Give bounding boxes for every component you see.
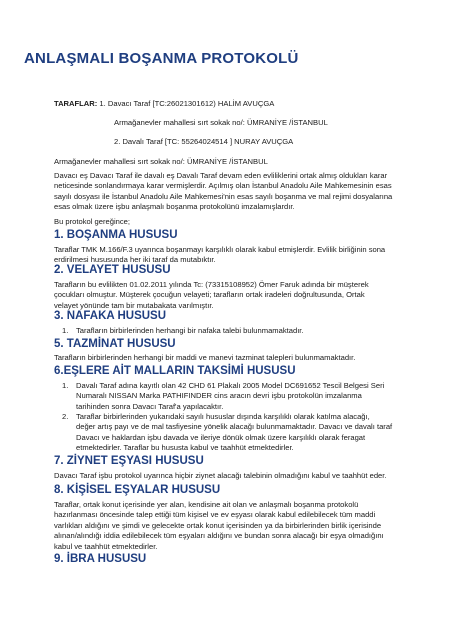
section-heading-jewelry: 7. ZİYNET EŞYASI HUSUSU [54, 455, 204, 467]
parties-label: TARAFLAR: [54, 99, 98, 108]
party-2-text: 2. Davalı Taraf [TC: 55264024514 ] NURAY AVUÇGA [114, 137, 294, 146]
body-line: çocukları olmuştur. Müşterek çocuğun velayeti; tarafların ortak iradeleri doğrultusunda, Ortak [54, 290, 365, 300]
section-heading-alimony: 3. NAFAKA HUSUSU [54, 310, 167, 322]
section-body-compensation: Tarafların birbirlerinden herhangi bir maddi ve manevi tazminat talepleri bulunmamaktadır. [54, 353, 356, 362]
intro-line: neticesinde sonlandırmaya karar vermişlerdir. Açılmış olan İstanbul Anadolu Aile Mahkemesinin esas [54, 181, 392, 191]
body-line: Tarafların bu evlilikten 01.02.2011 yılında Tc: (73315108952) Ömer Faruk adında bir müşterek [54, 280, 369, 289]
section-heading-belongings: 8. KİŞİSEL EŞYALAR HUSUSU [54, 484, 221, 496]
body-line: velayet yönünde tam bir mutabakata varılmıştır. [54, 300, 214, 310]
section-heading-compensation: 5. TAZMİNAT HUSUSU [54, 338, 176, 350]
section-heading-release: 9. İBRA HUSUSU [54, 553, 147, 565]
section-heading-property: 6.EŞLERE AİT MALLARIN TAKSİMİ HUSUSU [54, 365, 296, 377]
body-line: etmektedirler. Taraflar bu hususta kabul ve taahhüt etmektedirler. [76, 443, 294, 453]
list-number: 1. [62, 381, 69, 390]
body-line: Davacı ve haklardan işbu davada ve ileriye dönük olmak üzere karşılıklı olarak feragat [76, 432, 366, 442]
section-heading-custody: 2. VELAYET HUSUSU [54, 264, 171, 276]
body-line: alınan/alındığı iddia edilebilecek tüm eşyaları aldığını ve bundan sonra alacağı bir eşya olmadığını [54, 531, 384, 541]
body-line: tarihinden sonra Davacı Taraf'a yapılacaktır. [76, 401, 224, 411]
body-line: değer artış payı ve de mal tasfiyesine yönelik alacağı bulunmamaktadır. Davacı ve davalı taraf [76, 422, 393, 432]
section-body-belongings [54, 500, 420, 552]
body-line: Numaralı NISSAN Marka PATHIFINDER cins aracın devri işbu protokolün imzalanma [76, 391, 362, 401]
list-number: 1. [62, 326, 69, 335]
property-item-1 [76, 381, 420, 412]
party-1-text: 1. Davacı Taraf [TC:26021301612) HALİM AVUÇGA [97, 99, 275, 108]
body-line: hazırlanması öncesinde talep ettiği tüm kişisel ve ev eşyası olarak kabul edilebilecek tüm maddi [54, 510, 376, 520]
alimony-item-text: Tarafların birbirlerinden herhangi bir nafaka talebi bulunmamaktadır. [76, 326, 304, 335]
intro-line: sayılı dosyası ile İstanbul Anadolu Aile Mahkemesi'nin esas sayılı boşanma ve mal rejimi dosyalarına [54, 191, 393, 201]
body-line: Taraflar birbirlerinden yukarıdaki sayılı hususlar dışında karşılıklı olarak katılma alacağı, [76, 412, 370, 421]
body-line: kabul ve taahhüt etmektedirler. [54, 541, 158, 551]
section-body-custody [54, 280, 420, 311]
property-item-2 [76, 412, 420, 454]
intro-line: esas olmak üzere işbu anlaşmalı boşanma protokolünü imzalamışlardır. [54, 202, 295, 212]
party-1-address: Armağanevler mahallesi sırt sokak no/: ÜMRANİYE /İSTANBUL [114, 118, 328, 127]
intro-paragraph [54, 171, 420, 213]
section-heading-divorce: 1. BOŞANMA HUSUSU [54, 229, 178, 241]
document-title: ANLAŞMALI BOŞANMA PROTOKOLÜ [24, 50, 299, 67]
body-line: Davalı Taraf adına kayıtlı olan 42 CHD 61 Plakalı 2005 Model DC691652 Tescil Belgesi Seri [76, 381, 385, 390]
body-line: varlıkları aldığını ve şimdi ve gelecekte ortak konut içerisinden ya da birbirlerinden birlik içerisinde [54, 520, 382, 530]
section-body-jewelry: Davacı Taraf işbu protokol uyarınca hiçbir ziynet alacağı talebinin olmadığını kabul ve taahhüt eder. [54, 471, 387, 480]
body-line: erdirilmesi hususunda her iki taraf da mutabıktır. [54, 255, 216, 265]
intro-line: Davacı eş Davacı Taraf ile davalı eş Davalı Taraf devam eden evliliklerini ortak almış oldukları karar [54, 171, 388, 180]
body-line: Taraflar TMK M.166/F.3 uyarınca boşanmayı karşılıklı olarak kabul etmişlerdir. Evlilik birliğinin sona [54, 245, 386, 254]
intro-lead: Bu protokol gereğince; [54, 217, 130, 226]
body-line: Taraflar, ortak konut içerisinde yer alan, kendisine ait olan ve anlaşmalı boşanma protokolü [54, 500, 359, 509]
list-number: 2. [62, 412, 69, 421]
party-2-address: Armağanevler mahallesi sırt sokak no/: ÜMRANİYE /İSTANBUL [54, 157, 268, 166]
party-1-line [54, 99, 420, 109]
section-body-divorce [54, 245, 420, 266]
